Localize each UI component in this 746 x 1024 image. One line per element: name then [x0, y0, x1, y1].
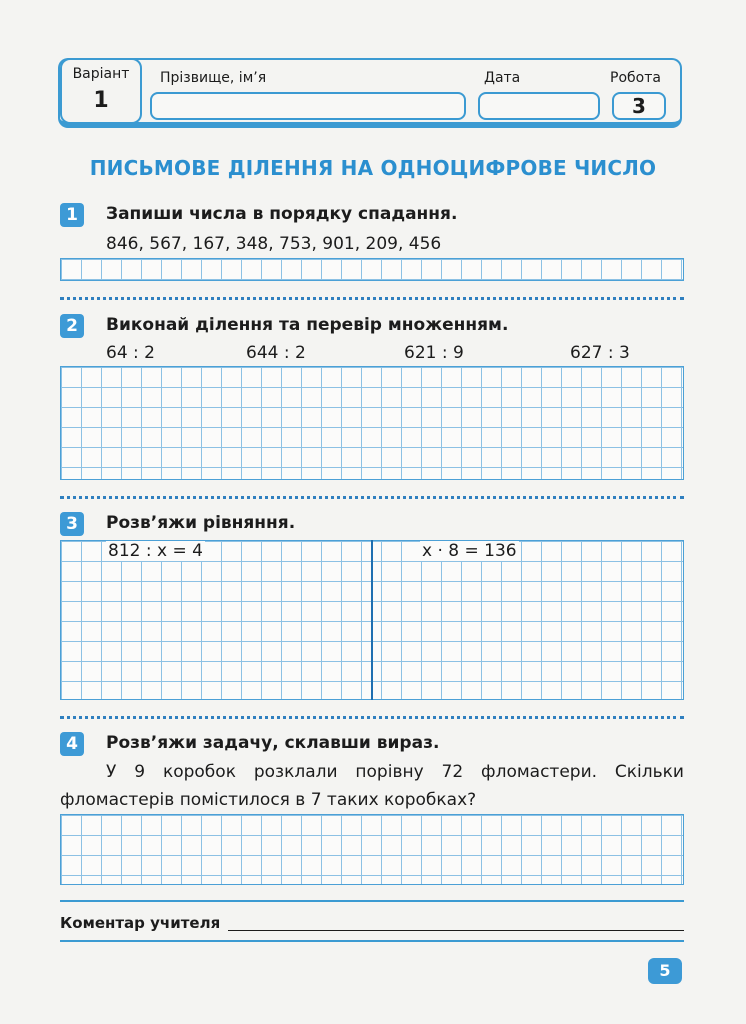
date-field[interactable] [478, 92, 600, 120]
variant-label: Варіант [72, 66, 130, 82]
task-1-title: Запиши числа в порядку спадання. [106, 204, 458, 224]
task-2-example: 621 : 9 [404, 343, 464, 363]
task-1-badge: 1 [60, 203, 84, 227]
task-2-example: 644 : 2 [246, 343, 306, 363]
task-4-problem-text: У 9 коробок розклали порівну 72 фломастери. Скільки фломастерів помістилося в 7 таких коробках? [60, 762, 684, 810]
task-2-answer-grid[interactable] [60, 366, 684, 480]
task-2-example: 64 : 2 [106, 343, 155, 363]
section-divider [60, 716, 684, 719]
task-2-title: Виконай ділення та перевір множенням. [106, 315, 509, 335]
task-2-badge: 2 [60, 314, 84, 338]
comment-top-rule [60, 900, 684, 902]
name-field[interactable] [150, 92, 466, 120]
task-3-column-separator [371, 540, 373, 700]
date-label: Дата [484, 70, 521, 86]
work-label: Робота [610, 70, 661, 86]
name-label: Прізвище, ім’я [160, 70, 267, 86]
teacher-comment-line[interactable] [228, 930, 684, 931]
task-4-answer-grid[interactable] [60, 814, 684, 885]
variant-number: 1 [93, 88, 109, 113]
comment-bottom-rule [60, 940, 684, 942]
work-number-field: 3 [612, 92, 666, 120]
task-3-equation: x · 8 = 136 [422, 541, 517, 561]
page-number-badge: 5 [648, 958, 682, 984]
task-3-title: Розв’яжи рівняння. [106, 513, 296, 533]
section-divider [60, 496, 684, 499]
task-4-title: Розв’яжи задачу, склавши вираз. [106, 733, 440, 753]
task-3-badge: 3 [60, 512, 84, 536]
teacher-comment-label: Коментар учителя [60, 914, 221, 932]
section-divider [60, 297, 684, 300]
task-3-equation: 812 : x = 4 [108, 541, 203, 561]
task-4-badge: 4 [60, 732, 84, 756]
variant-box [60, 58, 142, 124]
page-title: ПИСЬМОВЕ ДІЛЕННЯ НА ОДНОЦИФРОВЕ ЧИСЛО [89, 156, 657, 180]
task-1-numbers: 846, 567, 167, 348, 753, 901, 209, 456 [106, 234, 442, 254]
task-2-example: 627 : 3 [570, 343, 630, 363]
task-1-answer-grid[interactable] [60, 258, 684, 281]
